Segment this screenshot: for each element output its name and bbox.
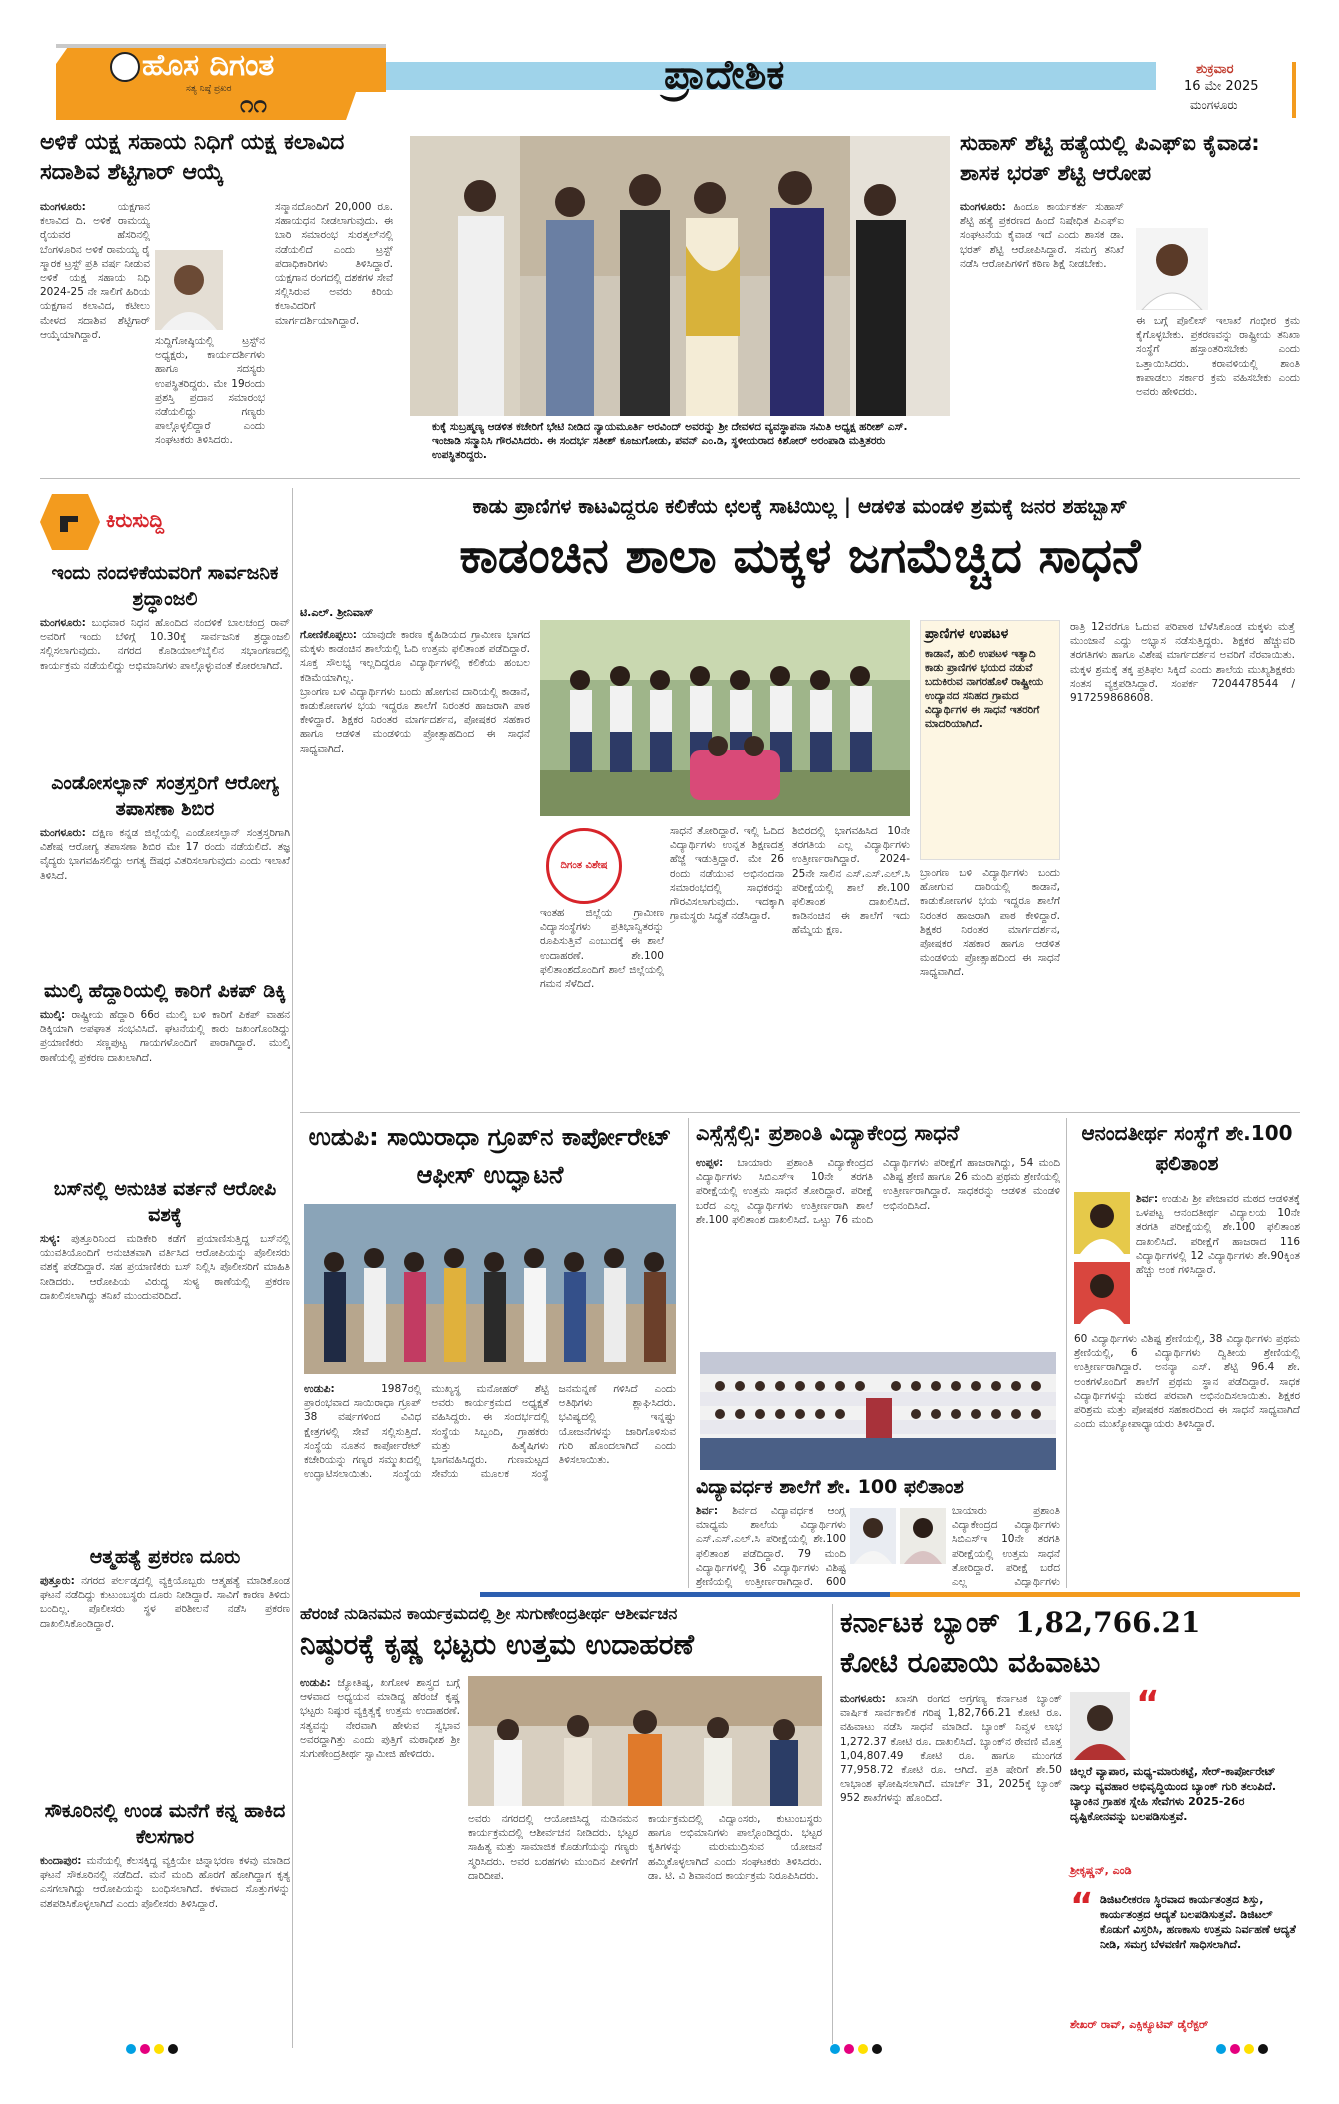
date-full: 16 ಮೇ 2025: [1184, 79, 1259, 94]
reg-dot-magenta: [844, 2044, 854, 2054]
office-inauguration-photo: [304, 1204, 676, 1374]
reg-dot-black: [1258, 2044, 1268, 2054]
date-block: [1166, 62, 1296, 118]
lead-byline: ಟಿ.ಎಲ್. ಶ್ರೀನಿವಾಸ್: [300, 606, 374, 619]
body-col-3: [275, 200, 393, 465]
reg-dot-yellow: [154, 2044, 164, 2054]
dateline: ಮಂಗಳೂರು:: [40, 201, 86, 213]
side-headline: ಎಂಡೋಸಲ್ಫಾನ್ ಸಂತ್ರಸ್ತರಿಗೆ ಆರೋಗ್ಯ ತಪಾಸಣಾ ಶಿಬಿರ: [51, 772, 279, 820]
bank-headline-row: [840, 1606, 1300, 1646]
ananda-student-photo-1: [1074, 1192, 1130, 1254]
student-photo-2: [900, 1508, 946, 1564]
color-band: [480, 1592, 1300, 1597]
event-illustration: [468, 1676, 822, 1806]
headline: ವಿದ್ಯಾವರ್ಧಕ ಶಾಲೆಗೆ ಶೇ. 100 ಫಲಿತಾಂಶ: [696, 1476, 964, 1498]
quote-author: ಶ್ರೀಕೃಷ್ಣನ್, ಎಂಡಿ: [1070, 1864, 1132, 1877]
animal-info-box: [920, 620, 1060, 860]
masthead: [46, 40, 1296, 126]
quote-text: ಚಿಲ್ಲರೆ ವ್ಯಾಪಾರ, ಮಧ್ಯ-ಮಾರುಕಟ್ಟೆ, ಸೇರ್-ಕಾರ್ಪೋರೇಟ್ ನಾಲ್ಕು ವ್ಯವಹಾರ ಅಭಿವೃದ್ಧಿಯಿಂದ ಬ್ಯಾಂಕ್ ಗುರಿ ತಲುಪಿದೆ. ಬ್ಯಾಂಕಿನ ಗ್ರಾಹಕ ಸ್ನೇಹಿ ಸೇವೆಗಳು 2025-26ರ ದೃಷ್ಟಿಕೋನವನ್ನು ಬಲಪಡಿಸುತ್ತವೆ.: [1070, 1765, 1277, 1823]
body-col-1: [40, 200, 150, 465]
kiru-suddi-badge: [40, 494, 200, 550]
reg-dot-black: [872, 2044, 882, 2054]
bank-body: ಮಂಗಳೂರು: ಖಾಸಗಿ ರಂಗದ ಅಗ್ರಗಣ್ಯ ಕರ್ನಾಟಕ ಬ್ಯಾಂಕ್ ವಾರ್ಷಿಕ ಸಾರ್ವಕಾಲಿಕ ಗರಿಷ್ಠ 1,82,766.21 ಕೋಟಿ ರೂ. ವಹಿವಾಟು ನಡೆಸಿ ಸಾಧನೆ ಮಾಡಿದೆ. ಬ್ಯಾಂಕ್ ನಿವ್ವಳ ಲಾಭ 1,272.37 ಕೋಟಿ ರೂ. ದಾಖಲಿಸಿದೆ. ಬ್ಯಾಂಕ್‌ನ ಠೇವಣಿ ಮೊತ್ತ 1,04,807.49 ಕೋಟಿ ರೂ. ಹಾಗೂ ಮುಂಗಡ 77,958.72 ಕೋಟಿ ರೂ. ಆಗಿದೆ. ಪ್ರತಿ ಷೇರಿಗೆ ಶೇ.50 ಲಾಭಾಂಶ ಘೋಷಿಸಲಾಗಿದೆ. ಮಾರ್ಚ್ 31, 2025ಕ್ಕೆ ಬ್ಯಾಂಕ್ 952 ಶಾಖೆಗಳನ್ನು ಹೊಂದಿದೆ.: [840, 1693, 1062, 1805]
body-col-1: ಉಡುಪಿ: ಜ್ಯೋತಿಷ್ಯ, ಖಗೋಳ ಶಾಸ್ತ್ರದ ಬಗ್ಗೆ ಆಳವಾದ ಅಧ್ಯಯನ ಮಾಡಿದ್ದ ಹೆರಂಜೆ ಕೃಷ್ಣ ಭಟ್ಟರು ನಿಷ್ಠುರ ವ್ಯಕ್ತಿತ್ವಕ್ಕೆ ಉತ್ತಮ ಉದಾಹರಣೆ. ಸತ್ಯವನ್ನು ನೇರವಾಗಿ ಹೇಳುವ ಸ್ವಭಾವ ಅವರದ್ದಾಗಿತ್ತು ಎಂದು ಪುತ್ತಿಗೆ ಮಠಾಧೀಶ ಶ್ರೀ ಸುಗುಣೇಂದ್ರತೀರ್ಥ ಸ್ವಾಮೀಜಿ ಹೇಳಿದರು.: [300, 1677, 460, 1761]
body-text-3: ಸುದ್ದಿಗೋಷ್ಠಿಯಲ್ಲಿ ಟ್ರಸ್ಟ್‌ನ ಅಧ್ಯಕ್ಷರು, ಕಾರ್ಯದರ್ಶಿಗಳು ಹಾಗೂ ಸದಸ್ಯರು ಉಪಸ್ಥಿತರಿದ್ದರು. ಮೇ 19ರಂದು ಪ್ರಶಸ್ತಿ ಪ್ರದಾನ ಸಮಾರಂಭ ನಡೆಯಲಿದ್ದು ಗಣ್ಯರು ಪಾಲ್ಗೊಳ್ಳಲಿದ್ದಾರೆ ಎಂದು ಸಂಘಟಕರು ತಿಳಿಸಿದರು.: [155, 335, 265, 447]
story-karnataka-bank: [840, 1604, 1300, 2044]
page-number: ೧೧: [240, 90, 267, 118]
kukke-photo: [410, 136, 950, 416]
body-text-2: ಸನ್ಮಾನದೊಂದಿಗೆ 20,000 ರೂ. ಸಹಾಯಧನ ನೀಡಲಾಗುವುದು. ಈ ಬಾರಿ ಸಮಾರಂಭ ಸುರತ್ಕಲ್‌ನಲ್ಲಿ ನಡೆಯಲಿದೆ ಎಂದು ಟ್ರಸ್ಟ್ ಪದಾಧಿಕಾರಿಗಳು ತಿಳಿಸಿದ್ದಾರೆ. ಯಕ್ಷಗಾನ ರಂಗದಲ್ಲಿ ದಶಕಗಳ ಸೇವೆ ಸಲ್ಲಿಸಿರುವ ಅವರು ಕಿರಿಯ ಕಲಾವಿದರಿಗೆ ಮಾರ್ಗದರ್ಶಿಯಾಗಿದ್ದಾರೆ.: [275, 201, 393, 327]
section-title: ಪ್ರಾದೇಶಿಕ: [664, 52, 785, 98]
inauguration-illustration: [304, 1204, 676, 1374]
body-text-1: ಹಿಂದೂ ಕಾರ್ಯಕರ್ತ ಸುಹಾಸ್ ಶೆಟ್ಟಿ ಹತ್ಯೆ ಪ್ರಕರಣದ ಹಿಂದೆ ನಿಷೇಧಿತ ಪಿಎಫ್‌ಐ ಸಂಘಟನೆಯ ಕೈವಾಡ ಇದೆ ಎಂದು ಶಾಸಕ ಡಾ. ಭರತ್ ಶೆಟ್ಟಿ ಆರೋಪಿಸಿದ್ದಾರೆ. ಸಮಗ್ರ ತನಿಖೆ ನಡೆಸಿ ಆರೋಪಿಗಳಿಗೆ ಕಠಿಣ ಶಿಕ್ಷೆ ನೀಡಬೇಕು.: [960, 201, 1124, 270]
quote-text: ಡಿಜಿಟಲೀಕರಣ ಸ್ಥಿರವಾದ ಕಾರ್ಯತಂತ್ರದ ಶಿಸ್ತು, ಕಾರ್ಯತಂತ್ರದ ಆದ್ಯತೆ ಬಲಪಡಿಸುತ್ತವೆ. ಡಿಜಿಟಲ್ ಕೊಡುಗೆ ವಿಸ್ತರಿಸಿ, ಹಣಕಾಸು ಉತ್ತಮ ನಿರ್ವಹಣೆ ಆದ್ಯತೆ ನೀಡಿ, ಸಮಗ್ರ ಬೆಳವಣಿಗೆ ಸಾಧಿಸಲಾಗಿದೆ.: [1100, 1893, 1296, 1951]
side-item-nandalike: [40, 560, 290, 758]
story-krishna-bhatta: [300, 1604, 824, 2044]
side-headline: ಆತ್ಮಹತ್ಯೆ ಪ್ರಕರಣ ದೂರು: [89, 1546, 241, 1568]
side-headline: ಸೌಕೂರಿನಲ್ಲಿ ಉಂಡ ಮನೆಗೆ ಕನ್ನ ಹಾಕಿದ ಕೆಲಸಗಾರ: [44, 1800, 286, 1848]
story-prashanthi: [696, 1118, 1060, 1348]
body-col: ಉಪ್ಪಳ: ಬಾಯಾರು ಪ್ರಶಾಂತಿ ವಿದ್ಯಾಕೇಂದ್ರದ ವಿದ್ಯಾರ್ಥಿಗಳು ಸಿಬಿಎಸ್‌ಇ 10ನೇ ತರಗತಿ ಪರೀಕ್ಷೆಯಲ್ಲಿ ಉತ್ತಮ ಸಾಧನೆ ತೋರಿದ್ದಾರೆ. ಪರೀಕ್ಷೆ ಬರೆದ ಎಲ್ಲ ವಿದ್ಯಾರ್ಥಿಗಳು ಉತ್ತೀರ್ಣರಾಗಿ ಶಾಲೆ ಶೇ.100 ಫಲಿತಾಂಶ ದಾಖಲಿಸಿದೆ. ಒಟ್ಟು 76 ಮಂದಿ ವಿದ್ಯಾರ್ಥಿಗಳು ಪರೀಕ್ಷೆಗೆ ಹಾಜರಾಗಿದ್ದು, 54 ಮಂದಿ ವಿಶಿಷ್ಟ ಶ್ರೇಣಿ ಹಾಗೂ 26 ಮಂದಿ ಪ್ರಥಮ ಶ್ರೇಣಿಯಲ್ಲಿ ಉತ್ತೀರ್ಣರಾಗಿದ್ದಾರೆ. ಸಾಧಕರನ್ನು ಆಡಳಿತ ಮಂಡಳಿ ಅಭಿನಂದಿಸಿದೆ.: [696, 1157, 1060, 1226]
side-item-mulki: [40, 978, 290, 1164]
lead-col-4: ಶಿಬಿರದಲ್ಲಿ ಭಾಗವಹಿಸಿದ 10ನೇ ತರಗತಿಯ ಎಲ್ಲ ವಿದ್ಯಾರ್ಥಿಗಳು ಉತ್ತೀರ್ಣರಾಗಿದ್ದಾರೆ. 2024-25ನೇ ಸಾಲಿನ ಎಸ್.ಎಸ್.ಎಲ್.ಸಿ ಪರೀಕ್ಷೆಯಲ್ಲಿ ಶಾಲೆ ಶೇ.100 ಫಲಿತಾಂಶ ದಾಖಲಿಸಿದೆ. ಕಾಡಿನಂಚಿನ ಈ ಶಾಲೆಗೆ ಇದು ಹೆಮ್ಮೆಯ ಕ್ಷಣ.: [792, 825, 910, 937]
date-city: ಮಂಗಳೂರು: [1190, 98, 1238, 112]
lead-col-6: ರಾತ್ರಿ 12ವರೆಗೂ ಓದುವ ಪರಿಪಾಠ ಬೆಳೆಸಿಕೊಂಡ ಮಕ್ಕಳು ಮತ್ತೆ ಮುಂಜಾನೆ ಎದ್ದು ಅಭ್ಯಾಸ ನಡೆಸುತ್ತಿದ್ದರು. ಶಿಕ್ಷಕರ ಹೆಚ್ಚುವರಿ ತರಗತಿಗಳು ಹಾಗೂ ವಿಶೇಷ ಮಾರ್ಗದರ್ಶನ ಅವರಿಗೆ ನೆರವಾಯಿತು. ಮಕ್ಕಳ ಶ್ರಮಕ್ಕೆ ತಕ್ಕ ಪ್ರತಿಫಲ ಸಿಕ್ಕಿದೆ ಎಂದು ಶಾಲೆಯ ಮುಖ್ಯಶಿಕ್ಷಕರು ಸಂತಸ ವ್ಯಕ್ತಪಡಿಸಿದ್ದಾರೆ. ಸಂಪರ್ಕ 7204478544 / 917259868608.: [1070, 621, 1295, 705]
body-col-1: [960, 200, 1124, 462]
side-headline: ಮುಲ್ಕಿ ಹೆದ್ದಾರಿಯಲ್ಲಿ ಕಾರಿಗೆ ಪಿಕಪ್ ಡಿಕ್ಕಿ: [44, 980, 286, 1002]
ananda-student-photo-2: [1074, 1262, 1130, 1324]
row-divider-2: [300, 1112, 1300, 1113]
quote-box-1: [1070, 1684, 1300, 1882]
story-suhas-shetty: [960, 128, 1300, 468]
lead-kicker: ಕಾಡು ಪ್ರಾಣಿಗಳ ಕಾಟವಿದ್ದರೂ ಕಲಿಕೆಯ ಛಲಕ್ಕೆ ಸಾಟಿಯಿಲ್ಲ | ಆಡಳಿತ ಮಂಡಳಿ ಶ್ರಮಕ್ಕೆ ಜನರ ಶಹಬ್ಬಾಸ್: [472, 494, 1128, 518]
story-sairadha: [300, 1118, 680, 1588]
lead-col-3: ಸಾಧನೆ ತೋರಿದ್ದಾರೆ. ಇಲ್ಲಿ ಓದಿದ ವಿದ್ಯಾರ್ಥಿಗಳು ಉನ್ನತ ಶಿಕ್ಷಣದತ್ತ ಹೆಜ್ಜೆ ಇಡುತ್ತಿದ್ದಾರೆ. ಮೇ 26 ರಂದು ನಡೆಯುವ ಅಭಿನಂದನಾ ಸಮಾರಂಭದಲ್ಲಿ ಸಾಧಕರನ್ನು ಗೌರವಿಸಲಾಗುವುದು. ಇದಕ್ಕಾಗಿ ಗ್ರಾಮಸ್ಥರು ಸಿದ್ಧತೆ ನಡೆಸಿದ್ದಾರೆ.: [670, 825, 784, 923]
quote-box-2: [1070, 1886, 1300, 2042]
stamp-label: ದಿಗಂತ ವಿಶೇಷ: [560, 860, 608, 871]
story-vidyavardhaka: [696, 1474, 1060, 1588]
kiru-suddi-label: ಕಿರುಸುದ್ದಿ: [106, 508, 165, 532]
reg-dot-cyan: [1216, 2044, 1226, 2054]
story-alike-yaksha: [40, 128, 400, 468]
brand-tagline: ಸತ್ಯ ನಿಷ್ಠೆ ಪ್ರಖರ: [186, 84, 232, 94]
student-photo-1: [850, 1508, 896, 1564]
brand-name: ಹೊಸ ದಿಗಂತ: [142, 48, 275, 83]
body-col-2: [155, 334, 265, 464]
mla-portrait-photo: [1136, 228, 1208, 310]
row-divider: [40, 478, 1300, 479]
side-body: ಮಂಗಳೂರು: ಬುಧವಾರ ನಿಧನ ಹೊಂದಿದ ನಂದಳಿಕೆ ಬಾಲಚಂದ್ರ ರಾವ್ ಅವರಿಗೆ ಇಂದು ಬೆಳಿಗ್ಗೆ 10.30ಕ್ಕೆ ಸಾರ್ವಜನಿಕ ಶ್ರದ್ಧಾಂಜಲಿ ಸಲ್ಲಿಸಲಾಗುವುದು. ನಗರದ ಕೊಡಿಯಾಲ್‌ಬೈಲಿನ ಸಭಾಂಗಣದಲ್ಲಿ ಕಾರ್ಯಕ್ರಮ ನಡೆಯಲಿದ್ದು ಅಭಿಮಾನಿಗಳು ಪಾಲ್ಗೊಳ್ಳುವಂತೆ ಕೋರಲಾಗಿದೆ.: [40, 617, 290, 672]
box-title: ಪ್ರಾಣಿಗಳ ಉಪಟಳ: [925, 626, 1009, 642]
headline: ಎಸ್ಸೆಸ್ಸೆಲ್ಸಿ: ಪ್ರಶಾಂತಿ ವಿದ್ಯಾಕೇಂದ್ರ ಸಾಧನೆ: [696, 1121, 960, 1145]
headline: ಉಡುಪಿ: ಸಾಯಿರಾಧಾ ಗ್ರೂಪ್‌ನ ಕಾರ್ಪೋರೇಟ್ ಆಫೀಸ್ ಉದ್ಘಾಟನೆ: [308, 1123, 672, 1189]
reg-dot-cyan: [830, 2044, 840, 2054]
bottom-divider: [832, 1604, 833, 2044]
body-text-1: ಯಕ್ಷಗಾನ ಕಲಾವಿದ ದಿ. ಅಳಿಕೆ ರಾಮಯ್ಯ ರೈಯವರ ಹೆಸರಿನಲ್ಲಿ ಬೆಂಗಳೂರಿನ ಅಳಿಕೆ ರಾಮಯ್ಯ ರೈ ಸ್ಮಾರಕ ಟ್ರಸ್ಟ್ ಪ್ರತಿ ವರ್ಷ ನೀಡುವ ಅಳಿಕೆ ಯಕ್ಷ ಸಹಾಯ ನಿಧಿ 2024-25 ನೇ ಸಾಲಿಗೆ ಹಿರಿಯ ಯಕ್ಷಗಾನ ಕಲಾವಿದ, ಕಟೀಲು ಮೇಳದ ಸದಾಶಿವ ಶೆಟ್ಟಿಗಾರ್ ಆಯ್ಕೆಯಾಗಿದ್ದಾರೆ.: [40, 201, 150, 341]
reg-dot-magenta: [1230, 2044, 1240, 2054]
body-text-2: ಈ ಬಗ್ಗೆ ಪೊಲೀಸ್ ಇಲಾಖೆ ಗಂಭೀರ ಕ್ರಮ ಕೈಗೊಳ್ಳಬೇಕು. ಪ್ರಕರಣವನ್ನು ರಾಷ್ಟ್ರೀಯ ತನಿಖಾ ಸಂಸ್ಥೆಗೆ ಹಸ್ತಾಂತರಿಸಬೇಕು ಎಂದು ಒತ್ತಾಯಿಸಿದರು. ಕರಾವಳಿಯಲ್ಲಿ ಶಾಂತಿ ಕಾಪಾಡಲು ಸರ್ಕಾರ ಕ್ರಮ ವಹಿಸಬೇಕು ಎಂದು ಅವರು ಹೇಳಿದರು.: [1136, 315, 1300, 399]
headline: ನಿಷ್ಠುರಕ್ಕೆ ಕೃಷ್ಣ ಭಟ್ಟರು ಉತ್ತಮ ಉದಾಹರಣೆ: [300, 1628, 694, 1661]
side-item-soukur: [40, 1798, 290, 2104]
quote-mark-icon: “: [1070, 1886, 1094, 1927]
headline: ಆನಂದತೀರ್ಥ ಸಂಸ್ಥೆಗೆ ಶೇ.100 ಫಲಿತಾಂಶ: [1081, 1121, 1293, 1175]
bank-amount: 1,82,766.21: [1015, 1606, 1201, 1639]
lead-col-2: ಇಂತಹ ಜಿಲ್ಲೆಯ ಗ್ರಾಮೀಣ ವಿದ್ಯಾಸಂಸ್ಥೆಗಳು ಪ್ರತಿಭಾನ್ವಿತರನ್ನು ರೂಪಿಸುತ್ತಿವೆ ಎಂಬುದಕ್ಕೆ ಈ ಶಾಲೆ ಉದಾಹರಣೆ. ಶೇ.100 ಫಲಿತಾಂಶದೊಂದಿಗೆ ಶಾಲೆ ಜಿಲ್ಲೆಯಲ್ಲಿ ಗಮನ ಸೆಳೆದಿದೆ.: [540, 907, 664, 991]
kukke-photo-illustration: [410, 136, 950, 416]
nudinamana-photo: [468, 1676, 822, 1806]
lead-headline: ಕಾಡಂಚಿನ ಶಾಲಾ ಮಕ್ಕಳ ಜಗಮೆಚ್ಚಿದ ಸಾಧನೆ: [459, 528, 1141, 584]
lead-col-5: ಬ್ರಾಂಗಣ ಬಳಿ ವಿದ್ಯಾರ್ಥಿಗಳು ಬಂದು ಹೋಗುವ ದಾರಿಯಲ್ಲಿ ಕಾಡಾನೆ, ಕಾಡುಕೋಣಗಳ ಭಯ ಇದ್ದರೂ ಶಾಲೆಗೆ ನಿರಂತರ ಹಾಜರಾಗಿ ಪಾಠ ಕೇಳಿದ್ದಾರೆ. ಶಿಕ್ಷಕರ ನಿರಂತರ ಮಾರ್ಗದರ್ಶನ, ಪೋಷಕರ ಸಹಕಾರ ಹಾಗೂ ಆಡಳಿತ ಮಂಡಳಿಯ ಪ್ರೋತ್ಸಾಹದಿಂದ ಈ ಸಾಧನೆ ಸಾಧ್ಯವಾಗಿದೆ.: [920, 867, 1060, 979]
reg-dot-cyan: [126, 2044, 136, 2054]
dateline: ಮಂಗಳೂರು:: [960, 201, 1006, 213]
side-item-bus: [40, 1176, 290, 1532]
headline: ಸುಹಾಸ್ ಶೆಟ್ಟಿ ಹತ್ಯೆಯಲ್ಲಿ ಪಿಎಫ್ಐ ಕೈವಾಡ: ಶಾಸಕ ಭರತ್ ಶೆಟ್ಟಿ ಆರೋಪ: [960, 131, 1260, 185]
reg-dot-black: [168, 2044, 178, 2054]
kicker: ಹೆರಂಜೆ ನುಡಿನಮನ ಕಾರ್ಯಕ್ರಮದಲ್ಲಿ ಶ್ರೀ ಸುಗುಣೇಂದ್ರತೀರ್ಥ ಆಶೀರ್ವಚನ: [300, 1604, 678, 1623]
side-headline: ಇಂದು ನಂದಳಿಕೆಯವರಿಗೆ ಸಾರ್ವಜನಿಕ ಶ್ರದ್ಧಾಂಜಲಿ: [51, 562, 279, 610]
reg-dot-yellow: [1244, 2044, 1254, 2054]
sidebar-divider: [292, 488, 293, 2048]
bank-headline-2: ಕೋಟಿ ರೂಪಾಯಿ ವಹಿವಾಟು: [840, 1646, 1101, 1679]
portrait-photo: [155, 250, 223, 330]
body-col-3: ಕಾರ್ಯಕ್ರಮದಲ್ಲಿ ವಿದ್ವಾಂಸರು, ಕುಟುಂಬಸ್ಥರು ಹಾಗೂ ಅಭಿಮಾನಿಗಳು ಪಾಲ್ಗೊಂಡಿದ್ದರು. ಭಟ್ಟರ ಕೃತಿಗಳನ್ನು ಮರುಮುದ್ರಿಸುವ ಯೋಜನೆ ಹಮ್ಮಿಕೊಳ್ಳಲಾಗಿದೆ ಎಂದು ಸಂಘಟಕರು ತಿಳಿಸಿದರು. ಡಾ. ಟಿ. ವಿ ಶಿವಾನಂದ ಕಾರ್ಯಕ್ರಮ ನಿರೂಪಿಸಿದರು.: [648, 1813, 822, 1882]
sidebar-column: [40, 560, 290, 2040]
quote-mark-icon: “: [1136, 1684, 1160, 1725]
brand-emblem-icon: [110, 52, 140, 82]
body-col-2: 60 ವಿದ್ಯಾರ್ಥಿಗಳು ವಿಶಿಷ್ಟ ಶ್ರೇಣಿಯಲ್ಲಿ, 38 ವಿದ್ಯಾರ್ಥಿಗಳು ಪ್ರಥಮ ಶ್ರೇಣಿಯಲ್ಲಿ, 6 ವಿದ್ಯಾರ್ಥಿಗಳು ದ್ವಿತೀಯ ಶ್ರೇಣಿಯಲ್ಲಿ ಉತ್ತೀರ್ಣರಾಗಿದ್ದಾರೆ. ಅನನ್ಯಾ ಎಸ್. ಶೆಟ್ಟಿ 96.4 ಶೇ. ಅಂಕಗಳೊಂದಿಗೆ ಶಾಲೆಗೆ ಪ್ರಥಮ ಸ್ಥಾನ ಪಡೆದಿದ್ದಾರೆ. ಸಾಧಕ ವಿದ್ಯಾರ್ಥಿಗಳನ್ನು ಮಠದ ಪರವಾಗಿ ಅಭಿನಂದಿಸಲಾಯಿತು. ಶಿಕ್ಷಕರ ಪರಿಶ್ರಮ ಮತ್ತು ಪೋಷಕರ ಸಹಕಾರದಿಂದ ಈ ಸಾಧನೆ ಸಾಧ್ಯವಾಗಿದೆ ಎಂದು ಮುಖ್ಯೋಪಾಧ್ಯಾಯರು ತಿಳಿಸಿದ್ದಾರೆ.: [1074, 1333, 1300, 1431]
group-photo-illustration: [700, 1352, 1056, 1470]
side-body: ಮಂಗಳೂರು: ದಕ್ಷಿಣ ಕನ್ನಡ ಜಿಲ್ಲೆಯಲ್ಲಿ ಎಂಡೋಸಲ್ಫಾನ್ ಸಂತ್ರಸ್ತರಿಗಾಗಿ ವಿಶೇಷ ಆರೋಗ್ಯ ತಪಾಸಣಾ ಶಿಬಿರ ಮೇ 17 ರಂದು ನಡೆಯಲಿದೆ. ತಜ್ಞ ವೈದ್ಯರು ಭಾಗವಹಿಸಲಿದ್ದು ಅಗತ್ಯ ಔಷಧ ವಿತರಿಸಲಾಗುವುದು ಎಂದು ಇಲಾಖೆ ತಿಳಿಸಿದೆ.: [40, 827, 290, 882]
body-col-2: [1136, 314, 1300, 462]
pointing-hand-icon: [40, 494, 100, 550]
body-col-2: ಅವರು ನಗರದಲ್ಲಿ ಆಯೋಜಿಸಿದ್ದ ನುಡಿನಮನ ಕಾರ್ಯಕ್ರಮದಲ್ಲಿ ಆಶೀರ್ವಚನ ನೀಡಿದರು. ಭಟ್ಟರ ಸಾಹಿತ್ಯ ಮತ್ತು ಸಾಮಾಜಿಕ ಕೊಡುಗೆಯನ್ನು ಗಣ್ಯರು ಸ್ಮರಿಸಿದರು. ಅವರ ಬರಹಗಳು ಮುಂದಿನ ಪೀಳಿಗೆಗೆ ದಾರಿದೀಪ.: [468, 1813, 638, 1882]
reg-dot-magenta: [140, 2044, 150, 2054]
box-body: ಕಾಡಾನೆ, ಹುಲಿ ಉಪಟಳ ಇತ್ಯಾದಿ ಕಾಡು ಪ್ರಾಣಿಗಳ ಭಯದ ನಡುವೆ ಬದುಕಿರುವ ನಾಗರಹೊಳೆ ರಾಷ್ಟ್ರೀಯ ಉದ್ಯಾನದ ಸನಿಹದ ಗ್ರಾಮದ ವಿದ್ಯಾರ್ಥಿಗಳ ಈ ಸಾಧನೆ ಇತರರಿಗೆ ಮಾದರಿಯಾಗಿದೆ.: [925, 648, 1044, 730]
date-day: ಶುಕ್ರವಾರ: [1196, 62, 1234, 77]
body-col-2: ಬಾಯಾರು ಪ್ರಶಾಂತಿ ವಿದ್ಯಾಕೇಂದ್ರದ ವಿದ್ಯಾರ್ಥಿಗಳು ಸಿಬಿಎಸ್‌ಇ 10ನೇ ತರಗತಿ ಪರೀಕ್ಷೆಯಲ್ಲಿ ಉತ್ತಮ ಸಾಧನೆ ತೋರಿದ್ದಾರೆ. ಪರೀಕ್ಷೆ ಬರೆದ ಎಲ್ಲ ವಿದ್ಯಾರ್ಥಿಗಳು: [952, 1505, 1060, 1588]
lead-story: [300, 488, 1300, 1108]
side-item-endosulfan: [40, 770, 290, 966]
body-col: ಉಡುಪಿ: 1987ರಲ್ಲಿ ಪ್ರಾರಂಭವಾದ ಸಾಯಿರಾಧಾ ಗ್ರೂಪ್ 38 ವರ್ಷಗಳಿಂದ ವಿವಿಧ ಕ್ಷೇತ್ರಗಳಲ್ಲಿ ಸೇವೆ ಸಲ್ಲಿಸುತ್ತಿದೆ. ಸಂಸ್ಥೆಯ ನೂತನ ಕಾರ್ಪೋರೇಟ್ ಕಚೇರಿಯನ್ನು ಗಣ್ಯರ ಸಮ್ಮುಖದಲ್ಲಿ ಉದ್ಘಾಟಿಸಲಾಯಿತು. ಸಂಸ್ಥೆಯ ಮುಖ್ಯಸ್ಥ ಮನೋಹರ್ ಶೆಟ್ಟಿ ಅವರು ಕಾರ್ಯಕ್ರಮದ ಅಧ್ಯಕ್ಷತೆ ವಹಿಸಿದ್ದರು. ಈ ಸಂದರ್ಭದಲ್ಲಿ ಸಂಸ್ಥೆಯ ಸಿಬ್ಬಂದಿ, ಗ್ರಾಹಕರು ಮತ್ತು ಹಿತೈಷಿಗಳು ಭಾಗವಹಿಸಿದ್ದರು. ಗುಣಮಟ್ಟದ ಸೇವೆಯ ಮೂಲಕ ಸಂಸ್ಥೆ ಜನಮನ್ನಣೆ ಗಳಿಸಿದೆ ಎಂದು ಅತಿಥಿಗಳು ಶ್ಲಾಘಿಸಿದರು. ಭವಿಷ್ಯದಲ್ಲಿ ಇನ್ನಷ್ಟು ಯೋಜನೆಗಳನ್ನು ಜಾರಿಗೊಳಿಸುವ ಗುರಿ ಹೊಂದಲಾಗಿದೆ ಎಂದು ತಿಳಿಸಲಾಯಿತು.: [304, 1383, 676, 1481]
bank-headline-1: ಕರ್ನಾಟಕ ಬ್ಯಾಂಕ್: [840, 1606, 1001, 1639]
school-children-photo: [540, 620, 910, 816]
lead-col-1: ಗೋಣಿಕೊಪ್ಪಲು: ಯಾವುದೇ ಕಾರಣ ಕೈಹಿಡಿಯದ ಗ್ರಾಮೀಣ ಭಾಗದ ಮಕ್ಕಳು ಕಾಡಂಚಿನ ಶಾಲೆಯಲ್ಲಿ ಓದಿ ಉತ್ತಮ ಫಲಿತಾಂಶ ಪಡೆದಿದ್ದಾರೆ. ಸೂಕ್ತ ಸೌಲಭ್ಯ ಇಲ್ಲದಿದ್ದರೂ ವಿದ್ಯಾರ್ಥಿಗಳಲ್ಲಿ ಕಲಿಕೆಯ ಹಂಬಲ ಕಡಿಮೆಯಾಗಿಲ್ಲ. ಬ್ರಾಂಗಣ ಬಳಿ ವಿದ್ಯಾರ್ಥಿಗಳು ಬಂದು ಹೋಗುವ ದಾರಿಯಲ್ಲಿ ಕಾಡಾನೆ, ಕಾಡುಕೋಣಗಳ ಭಯ ಇದ್ದರೂ ಶಾಲೆಗೆ ನಿರಂತರ ಹಾಜರಾಗಿ ಪಾಠ ಕೇಳಿದ್ದಾರೆ. ಶಿಕ್ಷಕರ ನಿರಂತರ ಮಾರ್ಗದರ್ಶನ, ಪೋಷಕರ ಸಹಕಾರ ಹಾಗೂ ಆಡಳಿತ ಮಂಡಳಿಯ ಪ್ರೋತ್ಸಾಹದಿಂದ ಈ ಸಾಧನೆ ಸಾಧ್ಯವಾಗಿದೆ.: [300, 629, 530, 755]
side-body: ಪುತ್ತೂರು: ನಗರದ ಪರ್ಲಡ್ಕದಲ್ಲಿ ವ್ಯಕ್ತಿಯೊಬ್ಬರು ಆತ್ಮಹತ್ಯೆ ಮಾಡಿಕೊಂಡ ಘಟನೆ ನಡೆದಿದ್ದು ಕುಟುಂಬಸ್ಥರು ದೂರು ನೀಡಿದ್ದಾರೆ. ಸಾವಿಗೆ ಕಾರಣ ತಿಳಿದು ಬಂದಿಲ್ಲ. ಪೊಲೀಸರು ಸ್ಥಳ ಪರಿಶೀಲನೆ ನಡೆಸಿ ಪ್ರಕರಣ ದಾಖಲಿಸಿಕೊಂಡಿದ್ದಾರೆ.: [40, 1575, 290, 1630]
side-headline: ಬಸ್‌ನಲ್ಲಿ ಅನುಚಿತ ವರ್ತನೆ ಆರೋಪಿ ವಶಕ್ಕೆ: [53, 1178, 277, 1226]
date-rule: [1292, 62, 1296, 118]
side-body: ಮುಲ್ಕಿ: ರಾಷ್ಟ್ರೀಯ ಹೆದ್ದಾರಿ 66ರ ಮುಲ್ಕಿ ಬಳಿ ಕಾರಿಗೆ ಪಿಕಪ್ ವಾಹನ ಡಿಕ್ಕಿಯಾಗಿ ಅಪಘಾತ ಸಂಭವಿಸಿದೆ. ಘಟನೆಯಲ್ಲಿ ಕಾರು ಜಖಂಗೊಂಡಿದ್ದು ಪ್ರಯಾಣಿಕರು ಸಣ್ಣಪುಟ್ಟ ಗಾಯಗಳೊಂದಿಗೆ ಪಾರಾಗಿದ್ದಾರೆ. ಮುಲ್ಕಿ ಠಾಣೆಯಲ್ಲಿ ಪ್ರಕರಣ ದಾಖಲಾಗಿದೆ.: [40, 1009, 290, 1064]
side-body: ಸುಳ್ಯ: ಪುತ್ತೂರಿನಿಂದ ಮಡಿಕೇರಿ ಕಡೆಗೆ ಪ್ರಯಾಣಿಸುತ್ತಿದ್ದ ಬಸ್‌ನಲ್ಲಿ ಯುವತಿಯೊಂದಿಗೆ ಅನುಚಿತವಾಗಿ ವರ್ತಿಸಿದ ಆರೋಪಿಯನ್ನು ಪೊಲೀಸರು ವಶಕ್ಕೆ ಪಡೆದಿದ್ದಾರೆ. ಸಹ ಪ್ರಯಾಣಿಕರು ಬಸ್ ನಿಲ್ಲಿಸಿ ಪೊಲೀಸರಿಗೆ ಮಾಹಿತಿ ನೀಡಿದರು. ಆರೋಪಿಯ ವಿರುದ್ಧ ಸುಳ್ಯ ಠಾಣೆಯಲ್ಲಿ ಪ್ರಕರಣ ದಾಖಲಿಸಲಾಗಿದ್ದು ತನಿಖೆ ಮುಂದುವರಿದಿದೆ.: [40, 1233, 290, 1302]
side-body: ಕುಂದಾಪುರ: ಮನೆಯಲ್ಲಿ ಕೆಲಸಕ್ಕಿದ್ದ ವ್ಯಕ್ತಿಯೇ ಚಿನ್ನಾಭರಣ ಕಳವು ಮಾಡಿದ ಘಟನೆ ಸೌಕೂರಿನಲ್ಲಿ ನಡೆದಿದೆ. ಮನೆ ಮಂದಿ ಹೊರಗೆ ಹೋಗಿದ್ದಾಗ ಕೃತ್ಯ ಎಸಗಲಾಗಿದ್ದು ಆರೋಪಿಯನ್ನು ಬಂಧಿಸಲಾಗಿದೆ. ಕಳವಾದ ಸೊತ್ತುಗಳನ್ನು ವಶಪಡಿಸಿಕೊಳ್ಳಲಾಗಿದೆ ಎಂದು ಪೊಲೀಸರು ತಿಳಿಸಿದ್ದಾರೆ.: [40, 1855, 290, 1910]
headline: ಅಳಿಕೆ ಯಕ್ಷ ಸಹಾಯ ನಿಧಿಗೆ ಯಕ್ಷ ಕಲಾವಿದ ಸದಾಶಿವ ಶೆಟ್ಟಿಗಾರ್ ಆಯ್ಕೆ: [40, 130, 345, 185]
digantha-vishesha-stamp: [546, 828, 622, 904]
side-item-suicide: [40, 1544, 290, 1786]
body-col: ಶಿರ್ವ: ಶಿರ್ವದ ವಿದ್ಯಾವರ್ಧಕ ಆಂಗ್ಲ ಮಾಧ್ಯಮ ಶಾಲೆಯ ವಿದ್ಯಾರ್ಥಿಗಳು ಎಸ್.ಎಸ್.ಎಲ್.ಸಿ ಪರೀಕ್ಷೆಯಲ್ಲಿ ಶೇ.100 ಫಲಿತಾಂಶ ಪಡೆದಿದ್ದಾರೆ. 79 ಮಂದಿ ವಿದ್ಯಾರ್ಥಿಗಳಲ್ಲಿ 36 ವಿದ್ಯಾರ್ಥಿಗಳು ವಿಶಿಷ್ಟ ಶ್ರೇಣಿಯಲ್ಲಿ ಉತ್ತೀರ್ಣರಾಗಿದ್ದಾರೆ. 600: [696, 1505, 846, 1588]
body-col-1: ಶಿರ್ವ: ಉಡುಪಿ ಶ್ರೀ ಪೇಜಾವರ ಮಠದ ಆಡಳಿತಕ್ಕೆ ಒಳಪಟ್ಟ ಆನಂದತೀರ್ಥ ವಿದ್ಯಾಲಯ 10ನೇ ತರಗತಿ ಪರೀಕ್ಷೆಯಲ್ಲಿ ಶೇ.100 ಫಲಿತಾಂಶ ದಾಖಲಿಸಿದೆ. ಪರೀಕ್ಷೆಗೆ ಹಾಜರಾದ 116 ವಿದ್ಯಾರ್ಥಿಗಳಲ್ಲಿ 12 ವಿದ್ಯಾರ್ಥಿಗಳು ಶೇ.90ಕ್ಕಿಂತ ಹೆಚ್ಚು ಅಂಕ ಗಳಿಸಿದ್ದಾರೆ.: [1136, 1193, 1300, 1277]
reg-dot-yellow: [858, 2044, 868, 2054]
mid-divider-1: [688, 1118, 689, 1588]
prashanthi-group-photo: [700, 1352, 1056, 1470]
quote-author: ಶೇಖರ್ ರಾವ್, ಎಕ್ಸಿಕ್ಯೂಟಿವ್ ಡೈರೆಕ್ಟರ್: [1070, 2018, 1209, 2031]
masthead-logo: [56, 44, 386, 120]
story-anandatheertha: [1074, 1118, 1300, 1588]
school-photo-illustration: [540, 620, 910, 816]
mid-divider-2: [1066, 1118, 1067, 1588]
kukke-photo-caption: ಕುಕ್ಕೆ ಸುಬ್ರಹ್ಮಣ್ಯ ಆಡಳಿತ ಕಚೇರಿಗೆ ಭೇಟಿ ನೀಡಿದ ನ್ಯಾಯಮೂರ್ತಿ ಅರವಿಂದ್ ಅವರನ್ನು ಶ್ರೀ ದೇವಳದ ವ್ಯವಸ್ಥಾಪನಾ ಸಮಿತಿ ಅಧ್ಯಕ್ಷ ಹರೀಶ್ ಎಸ್. ಇಂಜಾಡಿ ಸನ್ಮಾನಿಸಿ ಗೌರವಿಸಿದರು. ಈ ಸಂದರ್ಭ ಸತೀಶ್ ಕೂಜುಗೋಡು, ಪವನ್ ಎಂ.ಡಿ, ಸ್ಥಳೀಯರಾದ ಕಿಶೋರ್ ಅರಂಪಾಡಿ ಮತ್ತಿತರರು ಉಪಸ್ಥಿತರಿದ್ದರು.: [432, 421, 908, 461]
